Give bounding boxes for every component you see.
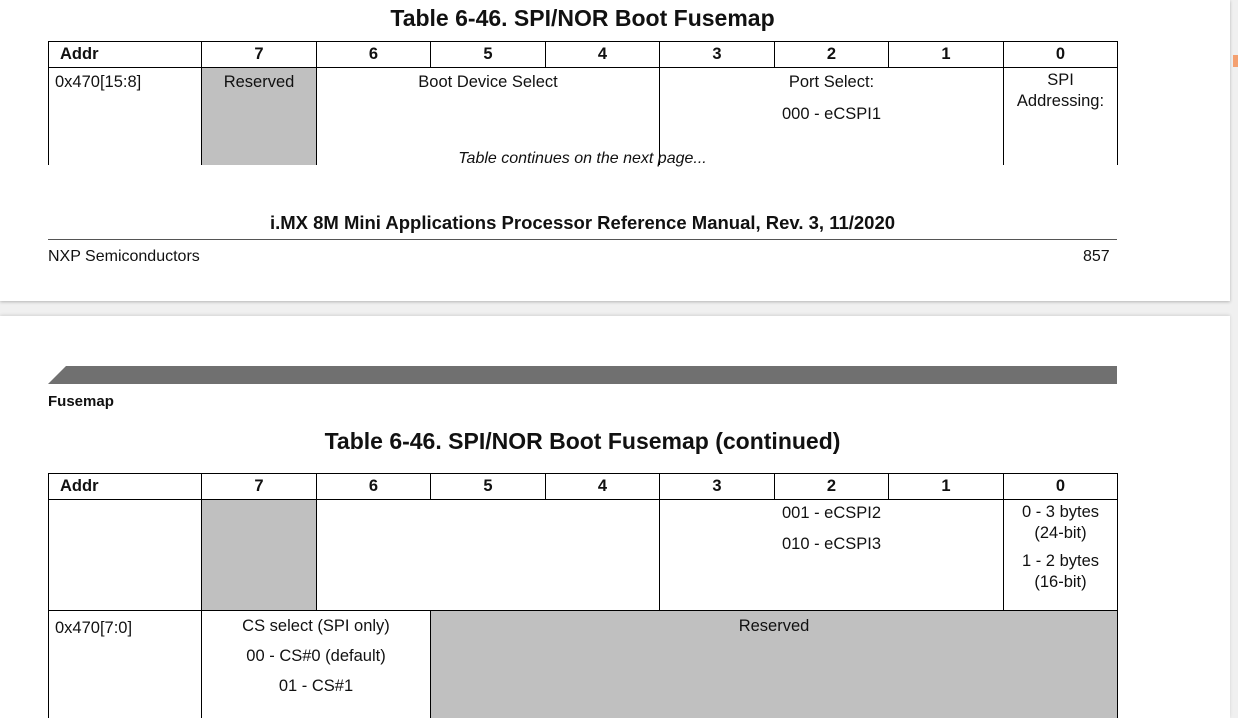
port-select-line: 001 - eCSPI2 — [781, 504, 882, 522]
port-select-line: Port Select: — [788, 73, 875, 91]
header-bit-7: 7 — [202, 42, 317, 68]
section-banner — [48, 366, 1117, 384]
reserved-cell: Reserved — [202, 68, 317, 166]
page-number: 857 — [1083, 248, 1110, 265]
manual-footer-title: i.MX 8M Mini Applications Processor Reference Manual, Rev. 3, 11/2020 — [269, 212, 896, 233]
header-bit-4: 4 — [546, 474, 660, 500]
port-select-cell — [660, 500, 1004, 611]
cs-select-line: CS select (SPI only) — [242, 617, 390, 635]
spi-addressing-line: SPI — [1047, 71, 1074, 89]
header-bit-5: 5 — [431, 42, 546, 68]
header-addr: Addr — [49, 474, 202, 500]
table-title: Table 6-46. SPI/NOR Boot Fusemap (continued) — [324, 428, 841, 454]
reserved-cell — [202, 500, 317, 611]
spi-addressing-line: (16-bit) — [1034, 573, 1087, 591]
addr-cell: 0x470[7:0] — [49, 611, 202, 718]
port-select-line: 000 - eCSPI1 — [781, 105, 882, 123]
header-bit-0: 0 — [1004, 474, 1118, 500]
cs-select-line: 01 - CS#1 — [278, 677, 354, 695]
spi-addressing-line: (24-bit) — [1034, 524, 1087, 542]
addr-cell: 0x470[15:8] — [49, 68, 202, 166]
spi-addressing-cell — [1004, 500, 1118, 611]
spi-addressing-line: 0 - 3 bytes — [1021, 503, 1100, 521]
cs-select-cell — [202, 611, 431, 718]
header-bit-1: 1 — [889, 474, 1004, 500]
header-addr: Addr — [49, 42, 202, 68]
header-bit-2: 2 — [775, 42, 889, 68]
section-label: Fusemap — [48, 393, 114, 410]
footer-divider — [48, 239, 1117, 240]
pdf-page-next — [0, 316, 1230, 718]
table-title: Table 6-46. SPI/NOR Boot Fusemap — [390, 5, 775, 31]
footer-vendor: NXP Semiconductors — [48, 248, 200, 265]
header-bit-5: 5 — [431, 474, 546, 500]
header-bit-7: 7 — [202, 474, 317, 500]
table-header-row — [49, 474, 1118, 500]
header-bit-1: 1 — [889, 42, 1004, 68]
header-bit-3: 3 — [660, 474, 775, 500]
header-bit-0: 0 — [1004, 42, 1118, 68]
header-bit-6: 6 — [317, 42, 431, 68]
header-bit-2: 2 — [775, 474, 889, 500]
header-bit-6: 6 — [317, 474, 431, 500]
header-bit-4: 4 — [546, 42, 660, 68]
cs-select-line: 00 - CS#0 (default) — [246, 647, 386, 665]
port-select-line: 010 - eCSPI3 — [781, 535, 882, 553]
boot-device-select-cell: Boot Device Select — [317, 68, 660, 166]
reserved-cell: Reserved — [431, 611, 1118, 718]
boot-device-select-cell — [317, 500, 660, 611]
table-row — [49, 611, 1118, 718]
table-continues-note: Table continues on the next page... — [458, 150, 707, 167]
header-bit-3: 3 — [660, 42, 775, 68]
pdf-page-857 — [0, 0, 1230, 301]
table-header-row — [49, 42, 1118, 68]
table-row — [49, 500, 1118, 611]
spi-addressing-line: Addressing: — [1016, 92, 1105, 110]
edge-marker — [1233, 55, 1238, 67]
fusemap-table — [48, 41, 1118, 165]
spi-addressing-line: 1 - 2 bytes — [1021, 552, 1100, 570]
addr-cell — [49, 500, 202, 611]
fusemap-table-continued — [48, 473, 1118, 718]
